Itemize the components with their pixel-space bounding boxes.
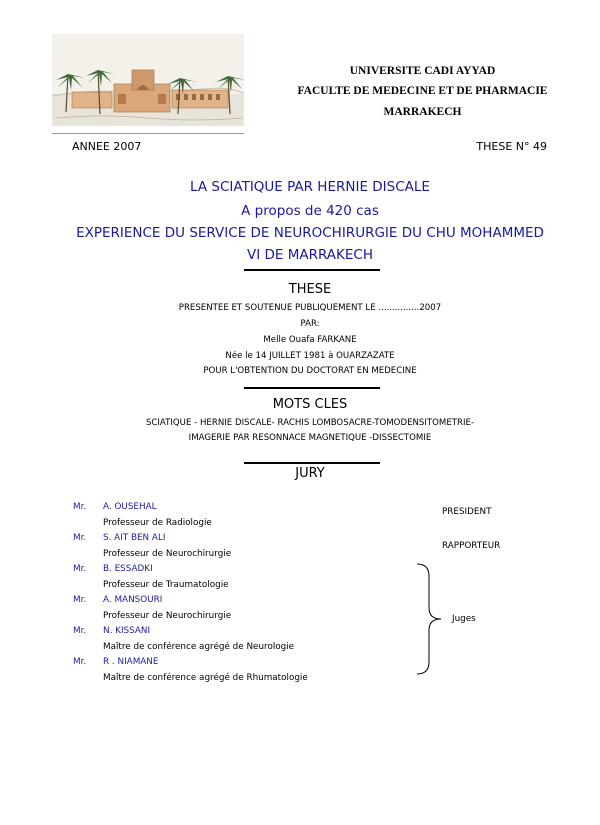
jury-member-name: R . NIAMANE xyxy=(103,657,159,667)
these-heading: THESE xyxy=(288,282,332,297)
jury-member-name: B. ESSADKI xyxy=(103,564,153,574)
academic-year: ANNEE 2007 xyxy=(72,140,142,153)
jury-prefix: Mr. xyxy=(73,533,87,543)
university-logo-illustration xyxy=(52,34,244,126)
jury-member-name: N. KISSANI xyxy=(103,626,151,636)
keywords-line-2: IMAGERIE PAR RESONNACE MAGNETIQUE -DISSECTOMIE xyxy=(188,433,432,443)
jury-member-title: Maître de conférence agrégé de Rhumatologie xyxy=(103,673,308,683)
thesis-number: THESE N° 49 xyxy=(476,140,547,153)
jury-member-title: Maître de conférence agrégé de Neurologie xyxy=(103,642,295,652)
juges-brace xyxy=(415,562,445,676)
thesis-title-line-4: VI DE MARRAKECH xyxy=(246,247,373,263)
header-divider xyxy=(52,133,244,134)
thesis-title-line-2: A propos de 420 cas xyxy=(241,203,379,219)
city-name: MARRAKECH xyxy=(383,106,462,118)
par-line: PAR: xyxy=(300,319,320,329)
author-name: Melle Ouafa FARKANE xyxy=(263,335,357,345)
keywords-heading: MOTS CLES xyxy=(272,397,348,412)
jury-prefix: Mr. xyxy=(73,626,87,636)
jury-prefix: Mr. xyxy=(73,595,87,605)
defense-line: PRESENTEE ET SOUTENUE PUBLIQUEMENT LE ...............2007 xyxy=(178,303,442,313)
jury-member-title: Professeur de Traumatologie xyxy=(103,580,229,590)
jury-member-name: A. OUSEHAL xyxy=(103,502,157,512)
jury-member-title: Professeur de Neurochirurgie xyxy=(103,549,232,559)
role-juges: Juges xyxy=(452,614,476,624)
jury-member-title: Professeur de Neurochirurgie xyxy=(103,611,232,621)
section-divider xyxy=(244,387,380,389)
degree-line: POUR L'OBTENTION DU DOCTORAT EN MEDECINE xyxy=(203,366,417,376)
jury-member-name: S. AIT BEN ALI xyxy=(103,533,166,543)
jury-member-name: A. MANSOURI xyxy=(103,595,163,605)
jury-heading: JURY xyxy=(295,466,325,481)
jury-prefix: Mr. xyxy=(73,657,87,667)
faculty-name: FACULTE DE MEDECINE ET DE PHARMACIE xyxy=(297,85,548,97)
keywords-line-1: SCIATIQUE - HERNIE DISCALE- RACHIS LOMBOSACRE-TOMODENSITOMETRIE- xyxy=(145,418,475,428)
author-birth: Née le 14 JUILLET 1981 à OUARZAZATE xyxy=(225,351,395,361)
thesis-title-line-1: LA SCIATIQUE PAR HERNIE DISCALE xyxy=(190,179,430,195)
section-divider xyxy=(244,269,380,271)
university-name: UNIVERSITE CADI AYYAD xyxy=(349,65,496,77)
section-divider xyxy=(244,462,380,464)
role-rapporteur: RAPPORTEUR xyxy=(442,541,501,551)
jury-member-title: Professeur de Radiologie xyxy=(103,518,212,528)
jury-prefix: Mr. xyxy=(73,564,87,574)
jury-prefix: Mr. xyxy=(73,502,87,512)
role-president: PRESIDENT xyxy=(442,507,492,517)
thesis-title-line-3: EXPERIENCE DU SERVICE DE NEUROCHIRURGIE DU CHU MOHAMMED xyxy=(76,225,544,241)
